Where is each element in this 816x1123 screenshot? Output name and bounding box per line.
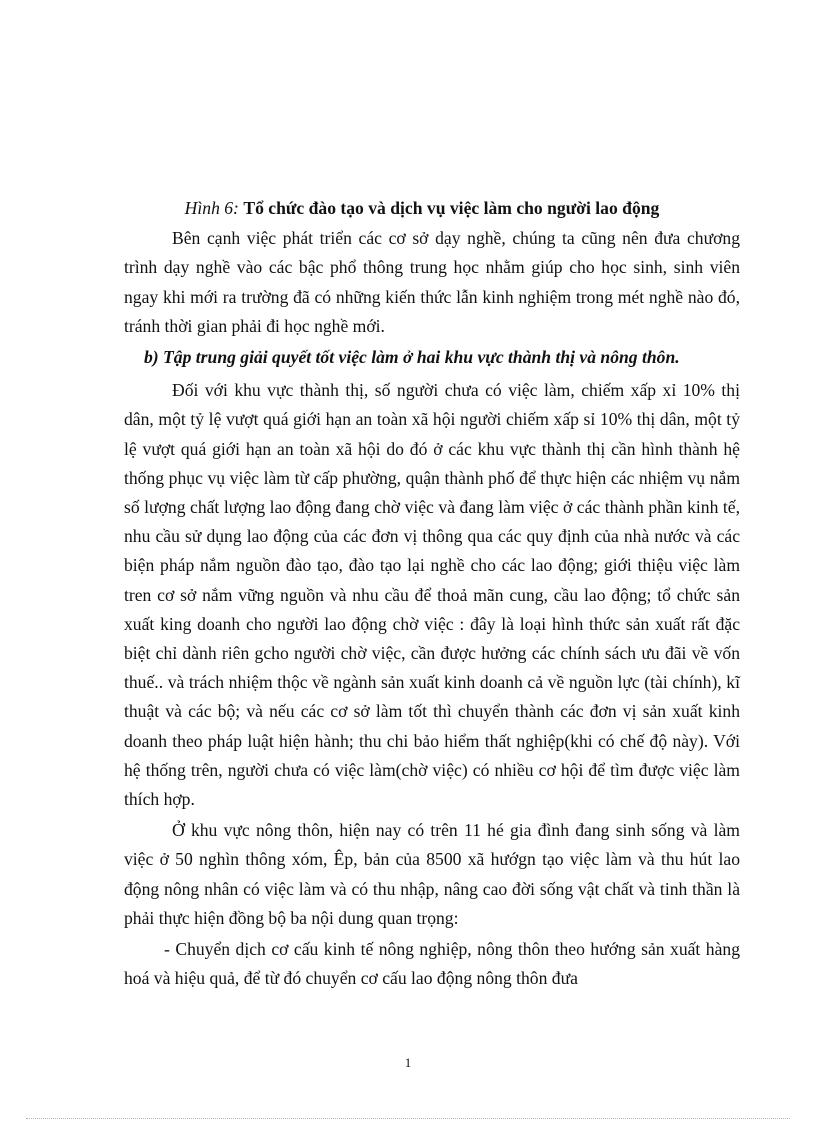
- bullet-item-structural-shift: - Chuyển dịch cơ cấu kinh tế nông nghiệp, nông thôn theo hướng sản xuất hàng hoá và hiệu quả, để từ đó chuyển cơ cấu lao động nông thôn đưa: [124, 939, 740, 989]
- paragraph-urban-employment: Đối với khu vực thành thị, số người chưa có việc làm, chiếm xấp xỉ 10% thị dân, một tỷ lệ vượt quá giới hạn an toàn xã hội người chiếm xấp sỉ 10% thị dân, một tỷ lệ vượt quá giới hạn an toàn xã hội do đó ở các khu vực thành thị cần hình thành hệ thống phục vụ việc làm từ cấp phường, quận thành phố để thực hiện các nhiệm vụ nắm số lượng chất lượng lao động đang chờ việc và đang làm việc ở các thành phần kinh tế, nhu cầu sử dụng lao động của các đơn vị thông qua các quy định của nhà nước và các biện pháp nắm nguồn đào tạo, đào tạo lại nghề cho các lao động; giới thiệu việc làm tren cơ sở nắm vững nguồn và nhu cầu để thoả mãn cung, cầu lao động; tổ chức sản xuất king doanh cho người lao động chờ việc : đây là loại hình thức sản xuất rất đặc biệt chỉ dành riên gcho người chờ việc, cần được hưởng các chính sách ưu đãi về vốn thuế.. và trách nhiệm thộc về ngành sản xuất kinh doanh cả về nguồn lực (tài chính), kĩ thuật và các bộ; và nếu các cơ sở làm tốt thì chuyển thành các đơn vị sản xuất kinh doanh theo pháp luật hiện hành; thu chi bảo hiểm thất nghiệp(khi có chế độ này). Với hệ thống trên, người chưa có việc làm(chờ việc) có nhiều cơ hội để tìm được việc làm thích hợp.: [124, 380, 740, 810]
- page-number: 1: [404, 1055, 412, 1070]
- figure-caption: [124, 194, 740, 223]
- paragraph-vocational-training: Bên cạnh việc phát triển các cơ sở dạy nghề, chúng ta cũng nên đưa chương trình dạy nghề vào các bậc phổ thông trung học nhằm giúp cho học sinh, sinh viên ngay khi mới ra trường đã có những kiến thức lẫn kinh nghiệm trong mét nghề nào đó, tránh thời gian phải đi học nghề mới.: [124, 228, 740, 336]
- paragraph-rural-employment: Ở khu vực nông thôn, hiện nay có trên 11 hé gia đình đang sinh sống và làm việc ở 50 nghìn thông xóm, Êp, bản của 8500 xã hướgn tạo việc làm và thu hút lao động nông nhân có việc làm và có thu nhập, nâng cao đời sống vật chất và tinh thần là phải thực hiện đồng bộ ba nội dung quan trọng:: [124, 820, 740, 928]
- page-bottom-divider: [26, 1118, 790, 1119]
- section-heading-b: b) Tập trung giải quyết tốt việc làm ở hai khu vực thành thị và nông thôn.: [144, 347, 680, 368]
- figure-title: Tổ chức đào tạo và dịch vụ việc làm cho người lao động: [243, 198, 660, 218]
- figure-label: Hình 6:: [184, 198, 239, 218]
- page-body: [124, 194, 740, 995]
